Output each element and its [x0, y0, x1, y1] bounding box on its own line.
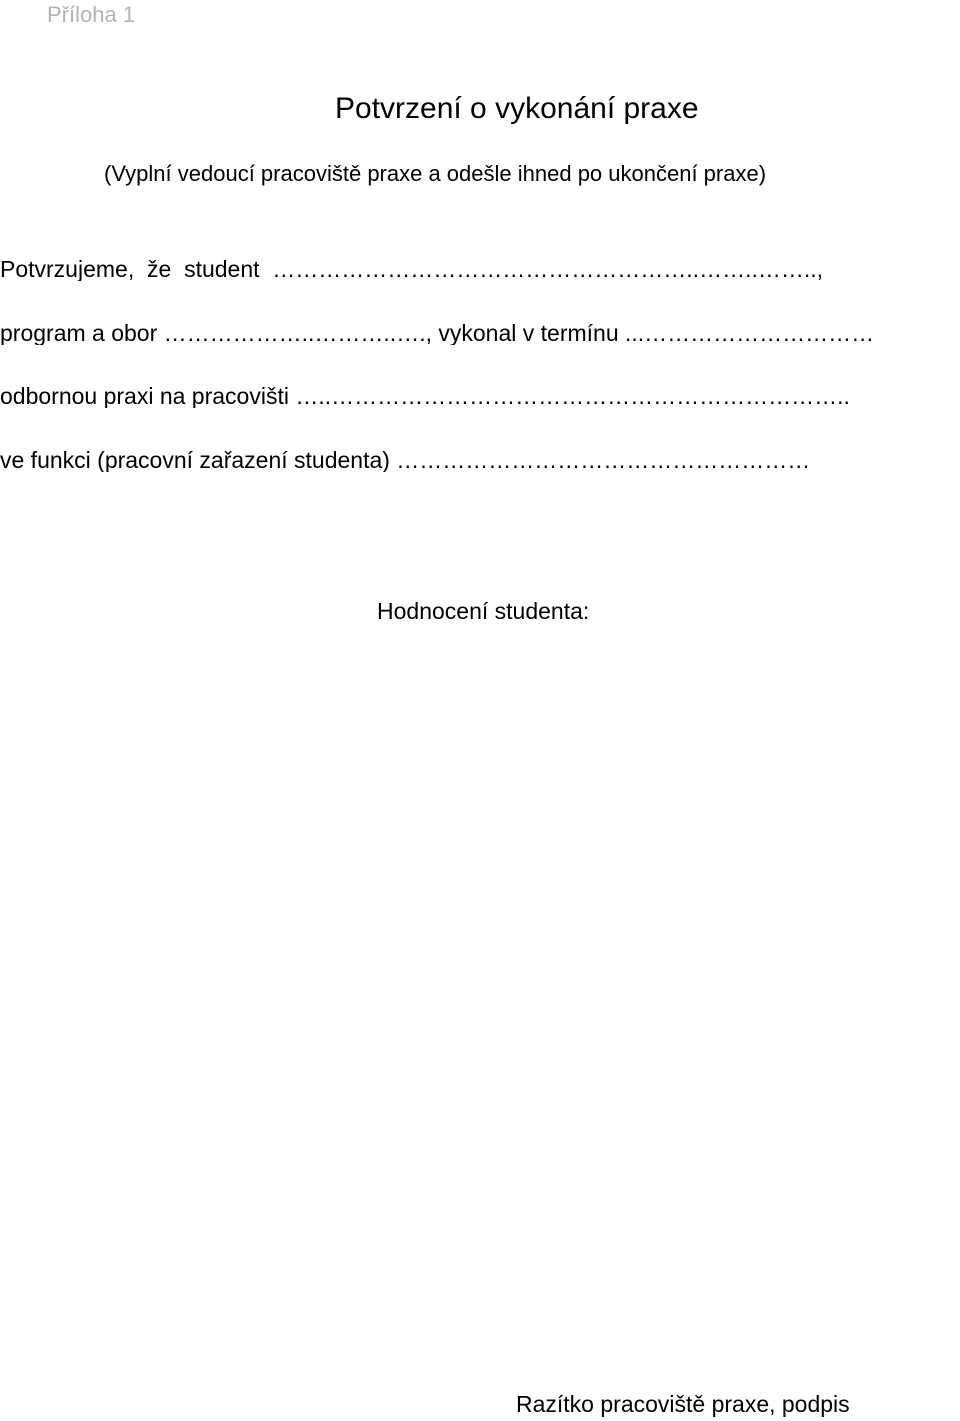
field-student-label: Potvrzujeme, že student: [0, 258, 260, 281]
field-workplace: [0, 385, 960, 408]
field-program-label: program a obor: [0, 322, 158, 345]
evaluation-heading: Hodnocení studenta:: [377, 598, 590, 624]
field-workplace-blank: …..…………………………………………………………..: [288, 385, 850, 408]
document-title: Potvrzení o vykonání praxe: [335, 92, 699, 125]
field-position: [0, 449, 960, 472]
signature-line: Razítko pracoviště praxe, podpis: [516, 1391, 850, 1417]
field-position-blank: ………………………………………………: [389, 449, 811, 472]
field-program: [0, 322, 960, 345]
field-student-blank: ………………………………………………..……..……..,: [259, 258, 824, 281]
field-student: [0, 258, 960, 281]
field-workplace-label: odbornou praxi na pracovišti: [0, 385, 289, 408]
field-program-blank: ………………..………..…., vykonal v termínu ...…………………………: [157, 322, 875, 345]
instruction-text: (Vyplní vedoucí pracoviště praxe a odešle ihned po ukončení praxe): [104, 161, 767, 186]
field-position-label: ve funkci (pracovní zařazení studenta): [0, 449, 390, 472]
appendix-label: Příloha 1: [47, 2, 136, 27]
